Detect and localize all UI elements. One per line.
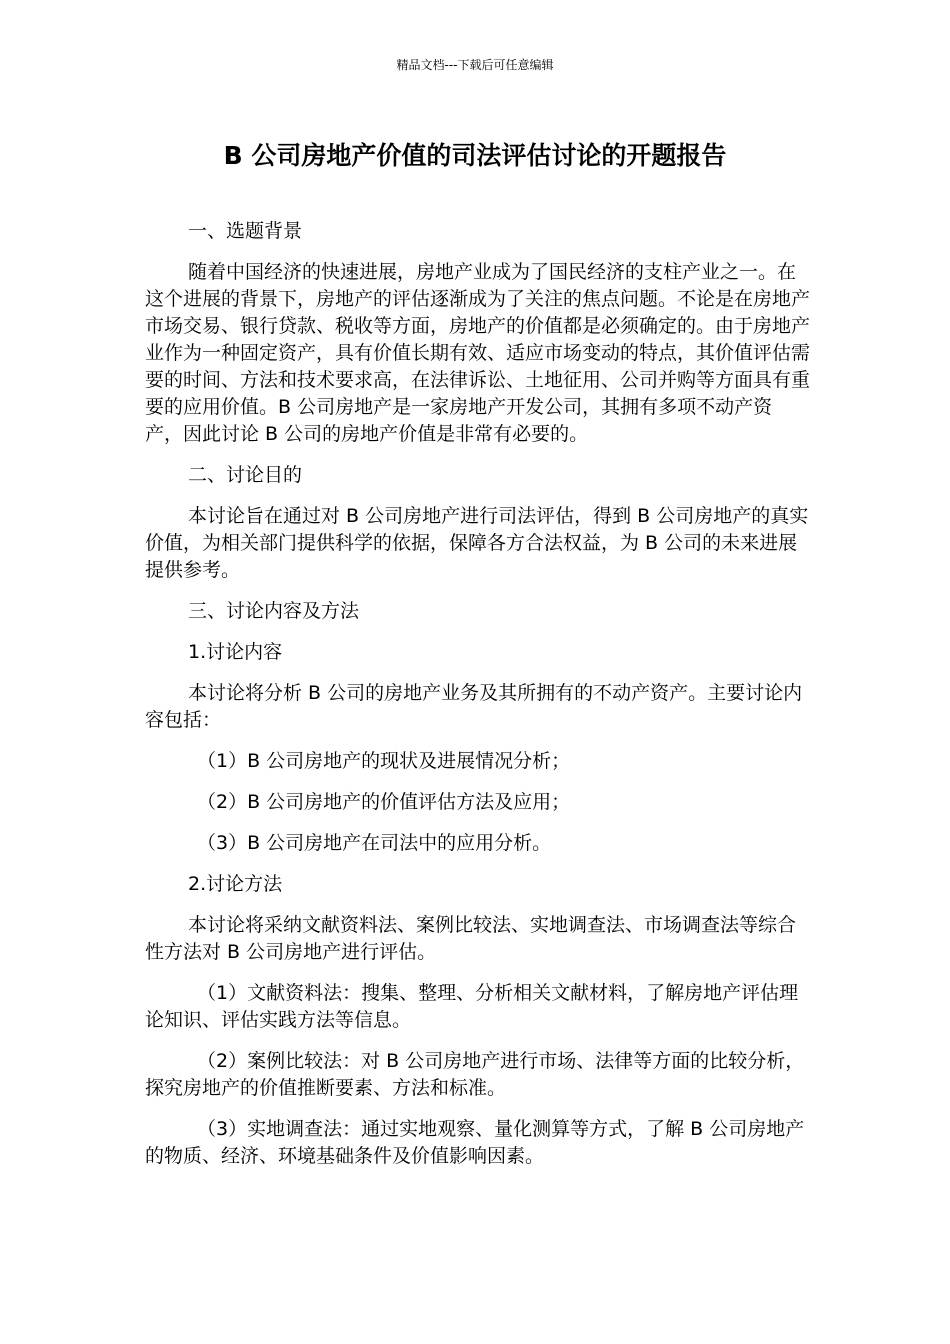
paragraph-purpose: 本讨论旨在通过对 B 公司房地产进行司法评估，得到 B 公司房地产的真实价值，为相关部门提供科学的依据，保障各方合法权益，为 B 公司的未来进展提供参考。 bbox=[145, 505, 809, 581]
section-heading-content-methods: 三、讨论内容及方法 bbox=[188, 600, 360, 622]
list-item: （1）文献资料法：搜集、整理、分析相关文献材料，了解房地产评估理论知识、评估实践方法等信息。 bbox=[145, 982, 799, 1031]
list-item: （1）B 公司房地产的现状及进展情况分析； bbox=[197, 750, 571, 772]
section-heading-purpose: 二、讨论目的 bbox=[188, 464, 303, 486]
paragraph-background: 随着中国经济的快速进展，房地产业成为了国民经济的支柱产业之一。在这个进展的背景下，房地产的评估逐渐成为了关注的焦点问题。不论是在房地产市场交易、银行贷款、税收等方面，房地产的价值都是必须确定的。由于房地产业作为一种固定资产，具有价值长期有效、适应市场变动的特点，其价值评估需要的时间、方法和技术要求高，在法律诉讼、土地征用、公司并购等方面具有重要的应用价值。B 公司房地产是一家房地产开发公司，其拥有多项不动产资产，因此讨论 B 公司的房地产价值是非常有必要的。 bbox=[145, 261, 811, 445]
list-item: （2）案例比较法：对 B 公司房地产进行市场、法律等方面的比较分析，探究房地产的价值推断要素、方法和标准。 bbox=[145, 1050, 805, 1099]
list-item: （3）B 公司房地产在司法中的应用分析。 bbox=[197, 832, 552, 854]
subheading-content: 1.讨论内容 bbox=[188, 641, 283, 663]
header-note: 精品文档---下载后可任意编辑 bbox=[396, 58, 554, 72]
page-title: B 公司房地产价值的司法评估讨论的开题报告 bbox=[223, 141, 727, 170]
list-item: （3）实地调查法：通过实地观察、量化测算等方式，了解 B 公司房地产的物质、经济、环境基础条件及价值影响因素。 bbox=[145, 1118, 805, 1167]
paragraph-methods: 本讨论将采纳文献资料法、案例比较法、实地调查法、市场调查法等综合性方法对 B 公司房地产进行评估。 bbox=[145, 914, 797, 963]
list-item: （2）B 公司房地产的价值评估方法及应用； bbox=[197, 791, 571, 813]
section-heading-background: 一、选题背景 bbox=[188, 220, 303, 242]
document-body bbox=[145, 218, 810, 1184]
paragraph-content: 本讨论将分析 B 公司的房地产业务及其所拥有的不动产资产。主要讨论内容包括： bbox=[145, 682, 803, 731]
subheading-methods: 2.讨论方法 bbox=[188, 873, 283, 895]
